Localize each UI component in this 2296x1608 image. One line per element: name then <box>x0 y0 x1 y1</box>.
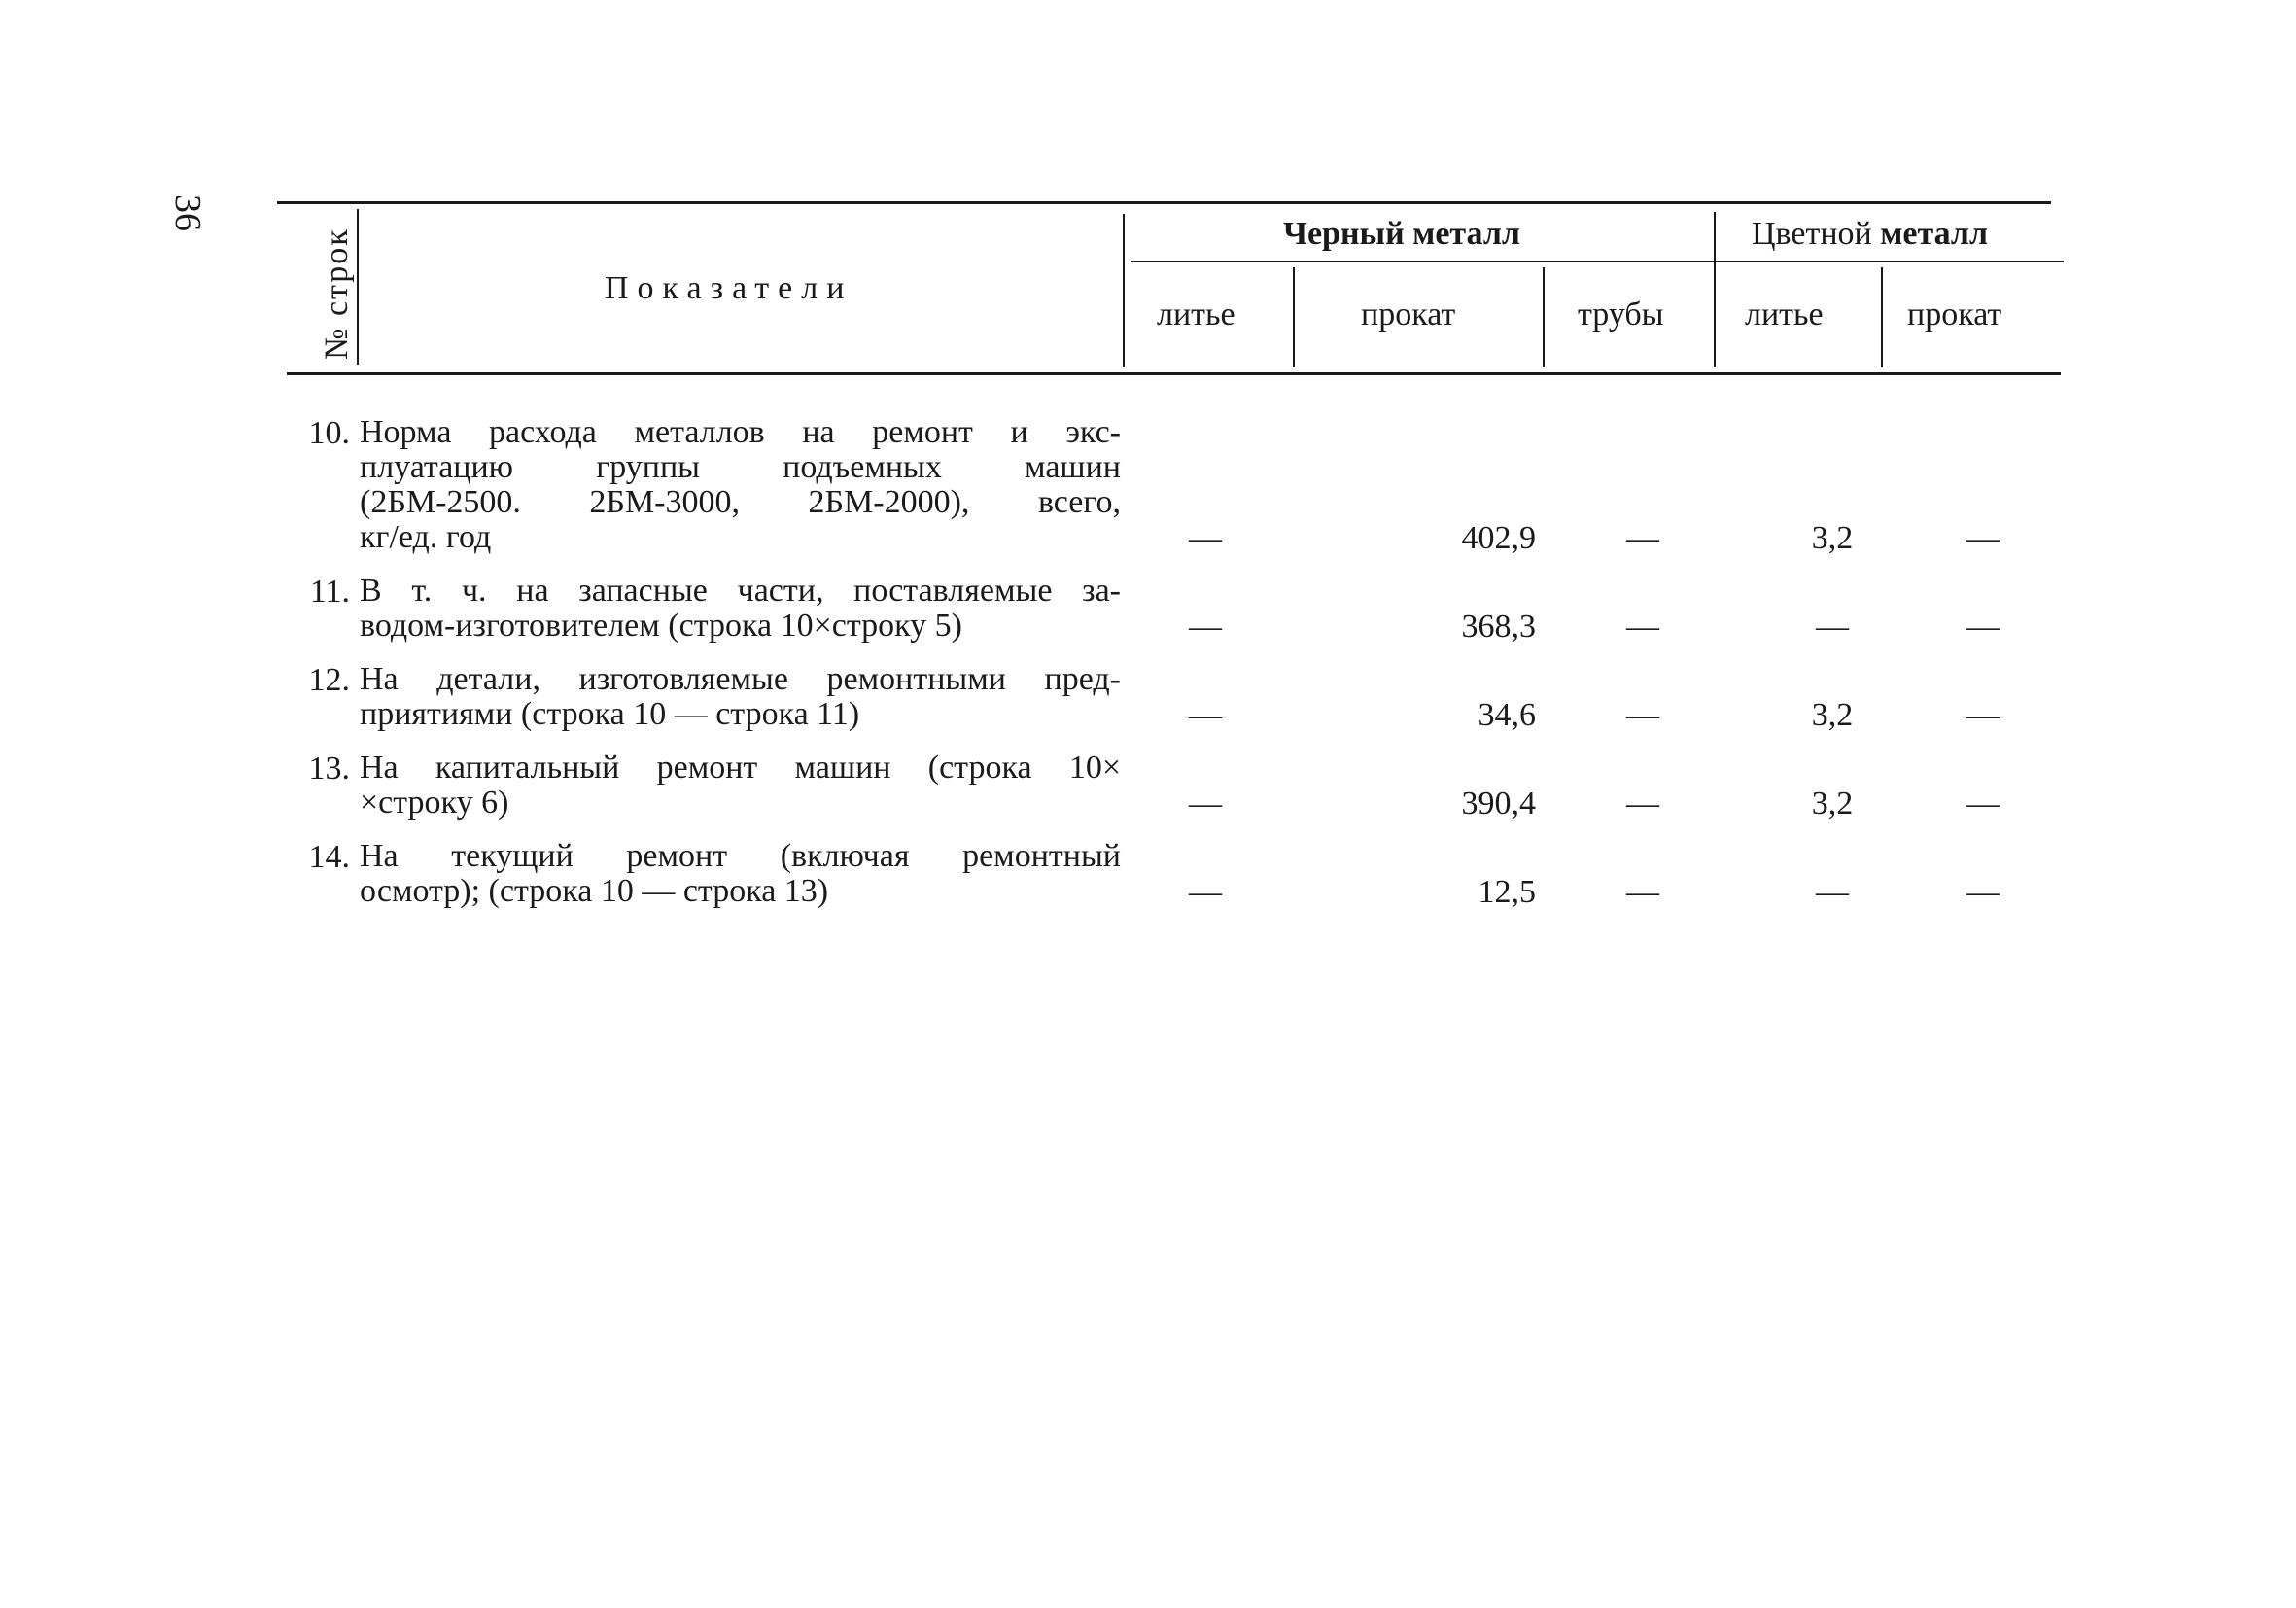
header-group-rule <box>1131 261 2064 262</box>
value-ferrous-casting: — <box>1189 697 1222 733</box>
value-ferrous-rolled: 402,9 <box>1461 520 1536 556</box>
row-line: В т. ч. на запасные части, поставляемые за- <box>360 573 1121 609</box>
row-description <box>360 574 1121 644</box>
row-line: кг/ед. год <box>360 519 492 555</box>
value-ferrous-rolled: 390,4 <box>1461 786 1536 821</box>
row-number: 11. <box>309 574 350 610</box>
header-divider-3 <box>1293 267 1295 367</box>
value-ferrous-pipes: — <box>1626 609 1659 645</box>
header-divider-1 <box>357 209 359 365</box>
value-nonferrous-rolled: — <box>1966 520 2000 556</box>
header-divider-2 <box>1123 214 1125 367</box>
row-description <box>360 415 1121 555</box>
header-divider-6 <box>1881 267 1883 367</box>
value-ferrous-pipes: — <box>1626 874 1659 910</box>
indicators-header: Показатели <box>605 270 853 306</box>
row-description <box>360 662 1121 732</box>
value-ferrous-pipes: — <box>1626 520 1659 556</box>
header-bottom-rule <box>287 372 2061 375</box>
row-line: водом-изготовителем (строка 10×строку 5) <box>360 608 962 644</box>
value-ferrous-rolled: 368,3 <box>1461 609 1536 645</box>
row-line: Норма расхода металлов на ремонт и экс- <box>360 414 1121 450</box>
value-ferrous-casting: — <box>1189 520 1222 556</box>
ferrous-casting-header: литье <box>1157 297 1235 332</box>
nonferrous-metal-header: Цветной металл <box>1752 216 1989 252</box>
header-divider-5 <box>1714 212 1716 367</box>
value-ferrous-rolled: 34,6 <box>1478 697 1536 733</box>
row-line: плуатацию группы подъемных машин <box>360 449 1121 485</box>
value-nonferrous-rolled: — <box>1966 874 2000 910</box>
value-nonferrous-rolled: — <box>1966 786 2000 821</box>
nonferrous-rolled-header: прокат <box>1907 297 2002 332</box>
value-nonferrous-rolled: — <box>1966 609 2000 645</box>
row-description <box>360 839 1121 909</box>
row-line: На текущий ремонт (включая ремонтный <box>360 838 1121 874</box>
value-ferrous-pipes: — <box>1626 786 1659 821</box>
row-number: 10. <box>308 415 350 451</box>
value-nonferrous-casting: 3,2 <box>1811 520 1854 556</box>
row-line: приятиями (строка 10 — строка 11) <box>360 696 860 732</box>
header-divider-4 <box>1543 267 1545 367</box>
value-ferrous-casting: — <box>1189 609 1222 645</box>
value-ferrous-casting: — <box>1189 874 1222 910</box>
ferrous-metal-header: Черный металл <box>1283 216 1520 252</box>
row-line: На детали, изготовляемые ремонтными пред- <box>360 661 1121 697</box>
value-nonferrous-rolled: — <box>1966 697 2000 733</box>
value-ferrous-casting: — <box>1189 786 1222 821</box>
row-description <box>360 751 1121 821</box>
value-nonferrous-casting: — <box>1816 609 1849 645</box>
row-line: (2БМ-2500. 2БМ-3000, 2БМ-2000), всего, <box>360 484 1121 520</box>
value-ferrous-rolled: 12,5 <box>1478 874 1536 910</box>
page-number: 36 <box>167 194 208 231</box>
row-line: осмотр); (строка 10 — строка 13) <box>360 873 829 909</box>
value-ferrous-pipes: — <box>1626 697 1659 733</box>
row-number: 13. <box>308 751 350 787</box>
ferrous-rolled-header: прокат <box>1361 297 1456 332</box>
ferrous-pipes-header: трубы <box>1578 297 1664 332</box>
nonferrous-casting-header: литье <box>1745 297 1824 332</box>
row-number: 12. <box>308 662 350 698</box>
row-line: ×строку 6) <box>360 785 509 821</box>
row-line: На капитальный ремонт машин (строка 10× <box>360 750 1121 786</box>
row-number: 14. <box>308 839 350 875</box>
value-nonferrous-casting: 3,2 <box>1811 786 1854 821</box>
table-top-rule <box>277 201 2051 204</box>
row-number-header: № строк <box>319 227 355 360</box>
value-nonferrous-casting: 3,2 <box>1811 697 1854 733</box>
value-nonferrous-casting: — <box>1816 874 1849 910</box>
